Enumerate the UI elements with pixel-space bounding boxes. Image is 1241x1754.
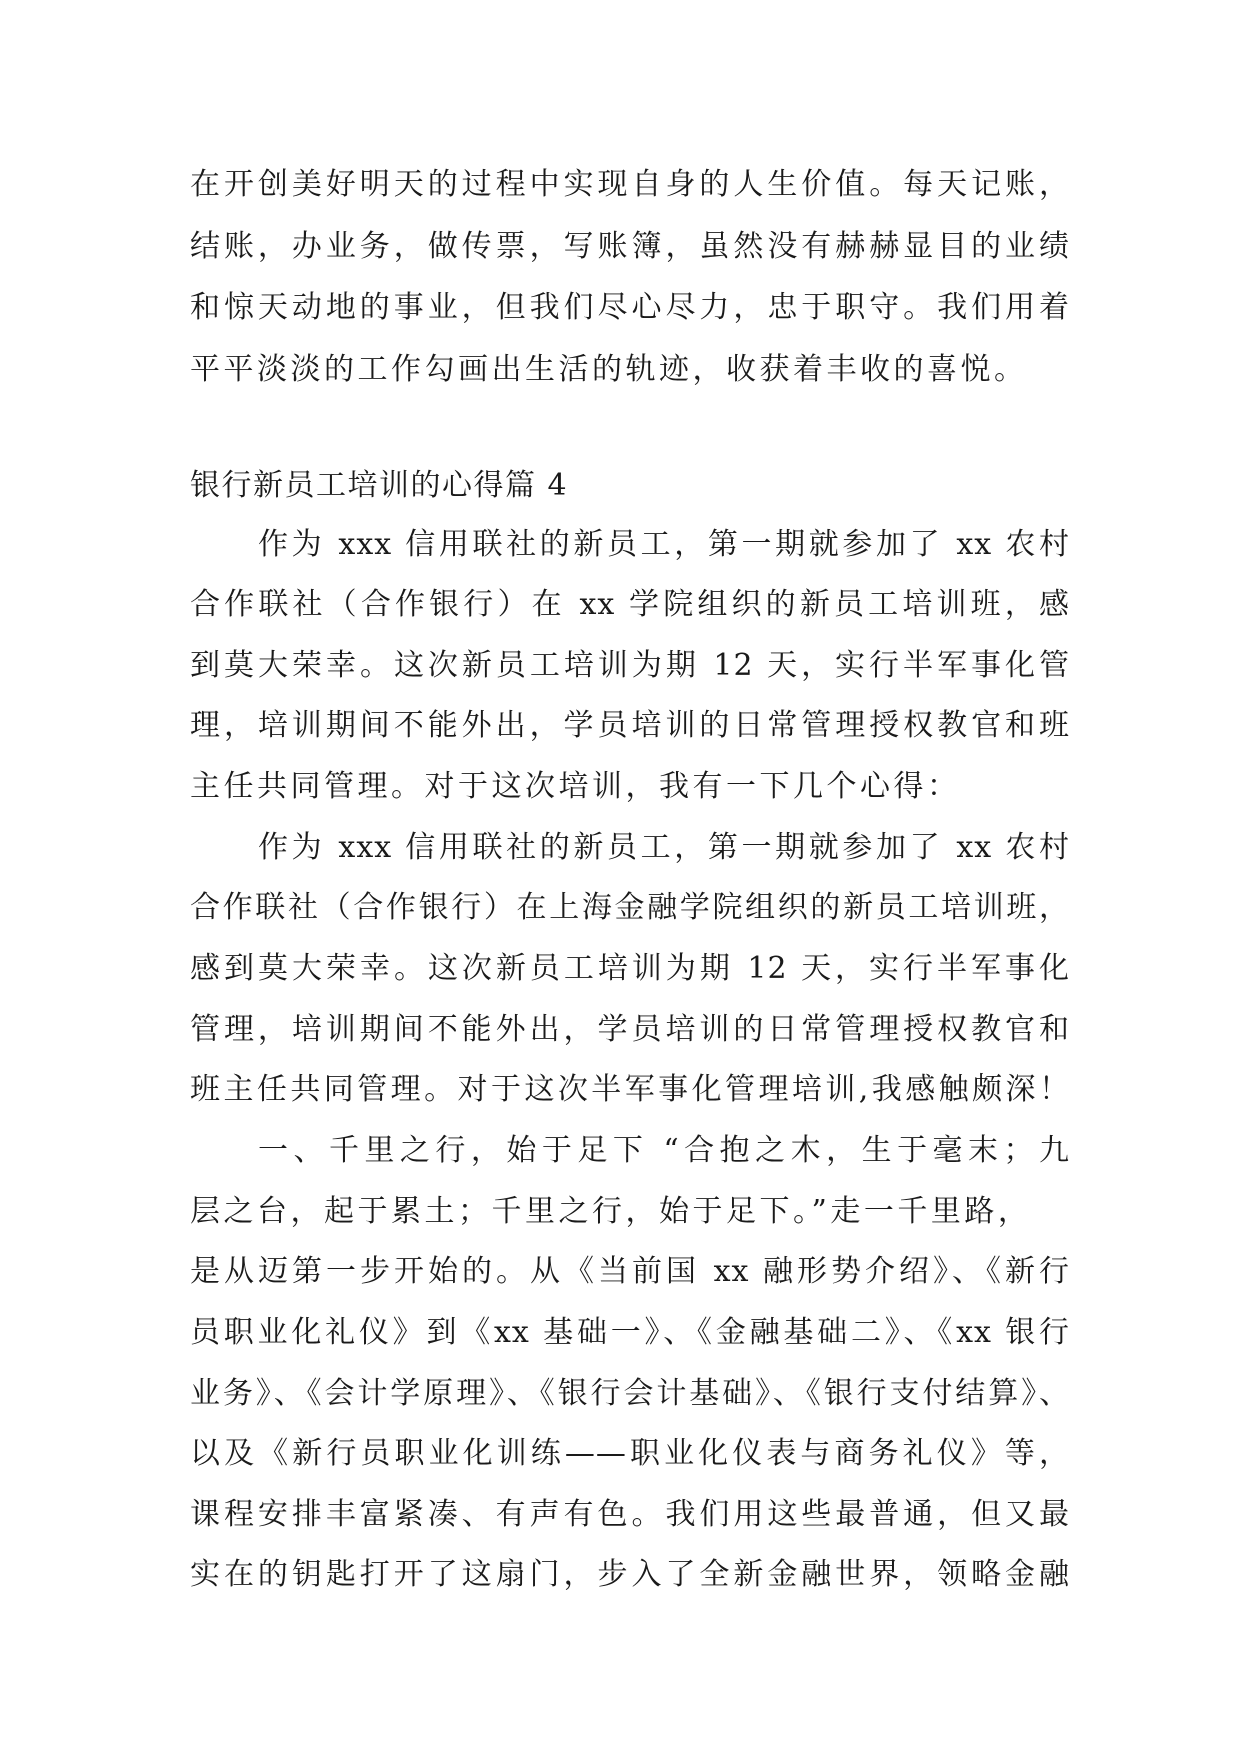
text-line: 合作联社（合作银行）在上海金融学院组织的新员工培训班，	[190, 890, 1070, 925]
text-line: 实在的钥匙打开了这扇门，步入了全新金融世界，领略金融	[190, 1557, 1070, 1592]
text-line: 理，培训期间不能外出，学员培训的日常管理授权教官和班	[190, 708, 1070, 743]
text-line: 作为 xxx 信用联社的新员工，第一期就参加了 xx 农村	[258, 830, 1070, 865]
text-line: 到莫大荣幸。这次新员工培训为期 12 天，实行半军事化管	[190, 648, 1070, 683]
text-line: 业务》、《会计学原理》、《银行会计基础》、《银行支付结算》、	[190, 1376, 1070, 1411]
text-line: 一、千里之行，始于足下 “合抱之木，生于毫末；九	[258, 1133, 1070, 1168]
text-line: 以及《新行员职业化训练——职业化仪表与商务礼仪》等，	[190, 1436, 1070, 1471]
text-line: 作为 xxx 信用联社的新员工，第一期就参加了 xx 农村	[258, 527, 1070, 562]
text-line: 和惊天动地的事业，但我们尽心尽力，忠于职守。我们用着	[190, 290, 1070, 325]
text-line: 合作联社（合作银行）在 xx 学院组织的新员工培训班，感	[190, 587, 1070, 622]
text-line: 平平淡淡的工作勾画出生活的轨迹，收获着丰收的喜悦。	[190, 352, 1028, 387]
text-line: 结账，办业务，做传票，写账簿，虽然没有赫赫显目的业绩	[190, 229, 1070, 264]
text-line: 层之台，起于累土；千里之行，始于足下。”走一千里路，	[190, 1194, 1032, 1229]
text-line: 主任共同管理。对于这次培训，我有一下几个心得：	[190, 769, 961, 804]
text-line: 管理，培训期间不能外出，学员培训的日常管理授权教官和	[190, 1012, 1070, 1047]
text-line: 班主任共同管理。对于这次半军事化管理培训,我感触颇深！	[190, 1072, 1070, 1107]
text-line: 是从迈第一步开始的。从《当前国 xx 融形势介绍》、《新行	[190, 1254, 1070, 1289]
text-line: 课程安排丰富紧凑、有声有色。我们用这些最普通，但又最	[190, 1497, 1070, 1532]
text-line: 在开创美好明天的过程中实现自身的人生价值。每天记账，	[190, 167, 1070, 202]
text-line: 员职业化礼仪》到《xx 基础一》、《金融基础二》、《xx 银行	[190, 1315, 1070, 1350]
section-title: 银行新员工培训的心得篇 4	[190, 468, 569, 503]
text-line: 感到莫大荣幸。这次新员工培训为期 12 天，实行半军事化	[190, 951, 1070, 986]
